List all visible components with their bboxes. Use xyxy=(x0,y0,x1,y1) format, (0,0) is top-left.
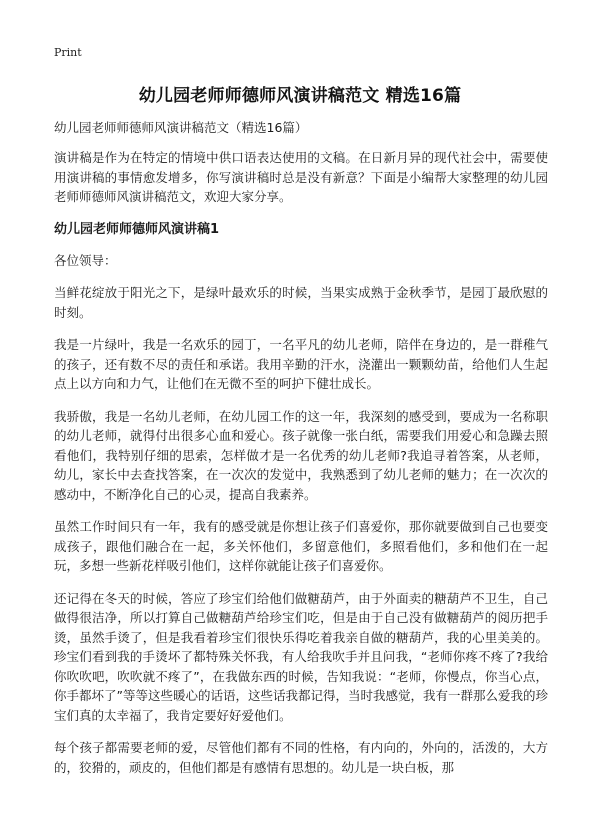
section-heading: 幼儿园老师师德师风演讲稿1 xyxy=(54,221,220,237)
body-paragraph: 每个孩子都需要老师的爱，尽管他们都有不同的性格，有内向的，外向的，活泼的，大方的，狡猾的，顽皮的，但他们都是有感情有思想的。幼儿是一块白板，那 xyxy=(54,740,548,775)
page-title: 幼儿园老师师德师风演讲稿范文 精选16篇 xyxy=(138,86,462,106)
body-paragraph: 我骄傲，我是一名幼儿老师，在幼儿园工作的这一年，我深刻的感受到，要成为一名称职的幼儿老师，就得付出很多心血和爱心。孩子就像一张白纸，需要我们用爱心和急躁去照看他们，我特别仔细的思索，怎样做才是一名优秀的幼儿老师?我追寻着答案，从老师，幼儿，家长中去查找答案，在一次次的发觉中，我熟悉到了幼儿老师的魅力；在一次次的感动中，不断净化自己的心灵，提高自我素养。 xyxy=(54,408,548,502)
document-body xyxy=(54,118,548,790)
body-paragraph: 虽然工作时间只有一年，我有的感受就是你想让孩子们喜爱你，那你就要做到自己也要变成孩子，跟他们融合在一起，多关怀他们，多留意他们，多照看他们，多和他们在一起玩，多想一些新花样吸引他们，这样你就能让孩子们喜爱你。 xyxy=(54,519,548,573)
body-paragraph: 当鲜花绽放于阳光之下，是绿叶最欢乐的时候，当果实成熟于金秋季节，是园丁最欣慰的时刻。 xyxy=(54,285,548,320)
intro-paragraph: 演讲稿是作为在特定的情境中供口语表达使用的文稿。在日新月异的现代社会中，需要使用演讲稿的事情愈发增多，你写演讲稿时总是没有新意？下面是小编帮大家整理的幼儿园老师师德师风演讲稿范文，欢迎大家分享。 xyxy=(54,150,548,204)
body-paragraph: 还记得在冬天的时候，答应了珍宝们给他们做糖葫芦，由于外面卖的糖葫芦不卫生，自己做得很洁净，所以打算自己做糖葫芦给珍宝们吃，但是由于自己没有做糖葫芦的阅历把手烫，虽然手烫了，但是我看着珍宝们很快乐得吃着我亲自做的糖葫芦，我的心里美美的。珍宝们看到我的手烫坏了都特殊关怀我，有人给我吹手并且问我，“老师你疼不疼了?我给你吹吹吧，吹吹就不疼了”，在我做东西的时候，告知我说：“老师，你慢点，你当心点，你手都坏了”等等这些暖心的话语，这些话我都记得，当时我感觉，我有一群那么爱我的珍宝们真的太幸福了，我肯定要好好爱他们。 xyxy=(54,590,548,723)
print-label[interactable]: Print xyxy=(54,46,82,59)
body-paragraph: 我是一片绿叶，我是一名欢乐的园丁，一名平凡的幼儿老师，陪伴在身边的，是一群稚气的孩子，还有数不尽的责任和承诺。我用辛勤的汗水，浇灌出一颗颗幼苗，给他们人生起点上以方向和力气，让他们在无微不至的呵护下健壮成长。 xyxy=(54,337,548,391)
subtitle: 幼儿园老师师德师风演讲稿范文（精选16篇） xyxy=(54,120,308,135)
salutation: 各位领导： xyxy=(54,252,117,268)
